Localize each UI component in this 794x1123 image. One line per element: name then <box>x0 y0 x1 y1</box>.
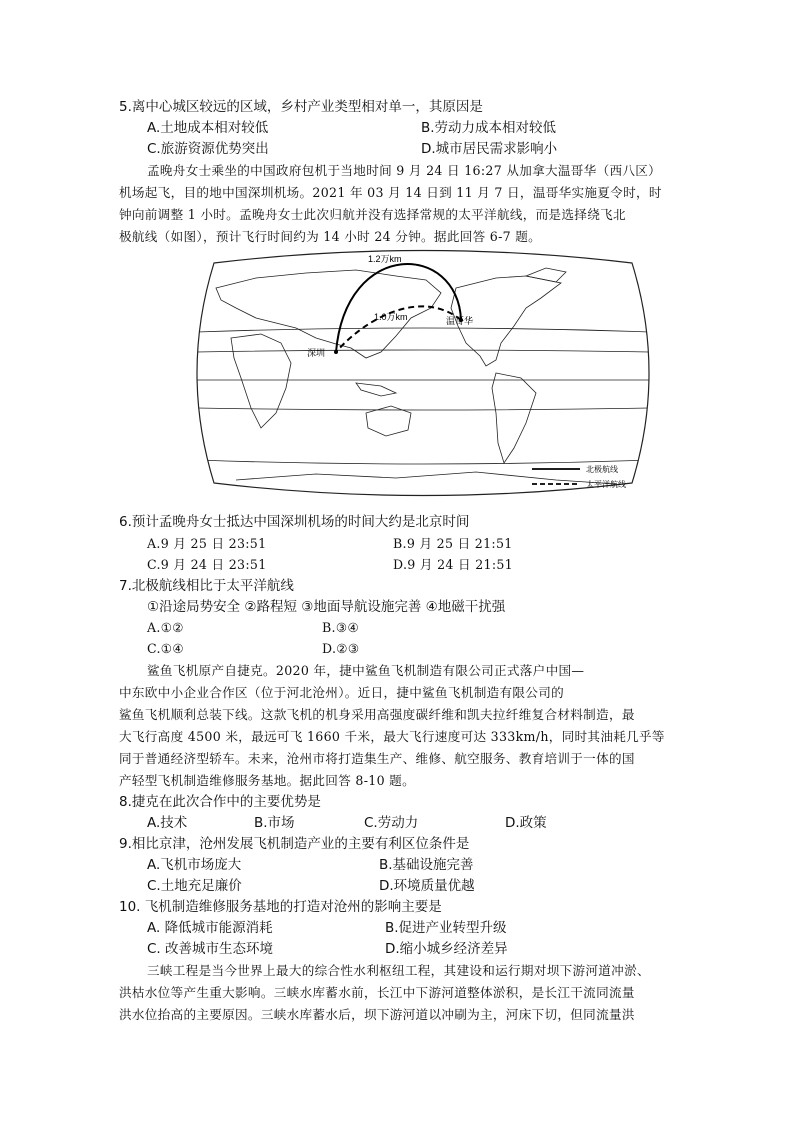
passage1-line-3: 钟向前调整 1 小时。孟晚舟女士此次归航并没有选择常规的太平洋航线，而是选择绕飞北 <box>119 207 626 222</box>
q9-option-b: B.基础设施完善 <box>379 857 474 873</box>
passage3-line-2: 洪枯水位等产生重大影响。三峡水库蓄水前，长江中下游河道整体淤积，是长江干流同流量 <box>119 985 635 1000</box>
q7-option-c: C.①④ <box>147 641 184 656</box>
q10-option-a: A. 降低城市能源消耗 <box>147 920 273 936</box>
q8-option-a: A.技术 <box>147 815 188 831</box>
south-america-shape <box>492 373 536 463</box>
map-legend <box>530 462 650 494</box>
q6-option-b: B.9 月 25 日 21:51 <box>393 536 513 551</box>
q5-option-d: D.城市居民需求影响小 <box>421 141 558 157</box>
passage1-line-2: 机场起飞，目的地中国深圳机场。2021 年 03 月 14 日到 11 月 7 日，温哥华实施夏令时，时 <box>119 185 662 200</box>
q7-option-b: B.③④ <box>322 620 360 635</box>
q10-option-d: D.缩小城乡经济差异 <box>385 941 508 957</box>
q7-stem: 7.北极航线相比于太平洋航线 <box>119 578 294 594</box>
passage2-line-1: 鲨鱼飞机原产自捷克。2020 年，捷中鲨鱼飞机制造有限公司正式落户中国— <box>147 663 585 678</box>
q9-option-d: D.环境质量优越 <box>379 878 475 894</box>
q6-option-c: C.9 月 24 日 23:51 <box>147 557 267 572</box>
tropic-capricorn-line <box>196 408 650 410</box>
north-route-distance-label: 1.2万km <box>368 254 402 264</box>
q9-stem: 9.相比京津，沧州发展飞机制造产业的主要有利区位条件是 <box>119 836 470 852</box>
q7-option-d: D.②③ <box>322 641 360 656</box>
q5-option-b: B.劳动力成本相对较低 <box>421 120 557 136</box>
passage1-line-4: 极航线（如图），预计飞行时间约为 14 小时 24 分钟。据此回答 6-7 题。 <box>119 229 542 244</box>
legend-north-label: 北极航线 <box>586 465 618 474</box>
q5-stem: 5.离中心城区较远的区域，乡村产业类型相对单一，其原因是 <box>119 99 483 115</box>
pacific-route-distance-label: 1.0万km <box>374 312 408 322</box>
q8-option-b: B.市场 <box>254 815 295 831</box>
tropic-cancer-line <box>196 350 650 352</box>
passage2-line-5: 同于普通经济型轿车。未来，沧州市将打造集生产、维修、航空服务、教育培训于一体的国 <box>119 751 635 766</box>
arctic-circle-line <box>196 328 650 332</box>
q10-option-c: C. 改善城市生态环境 <box>147 941 274 957</box>
q10-stem: 10. 飞机制造维修服务基地的打造对沧州的影响主要是 <box>119 899 442 915</box>
q10-option-b: B.促进产业转型升级 <box>385 920 507 936</box>
q9-option-a: A.飞机市场庞大 <box>147 857 242 873</box>
q5-option-c: C.旅游资源优势突出 <box>147 141 269 157</box>
q6-option-a: A.9 月 25 日 23:51 <box>147 536 267 551</box>
passage3-line-1: 三峡工程是当今世界上最大的综合性水利枢纽工程，其建设和运行期对坝下游河道冲淤、 <box>147 963 650 978</box>
passage2-line-4: 大飞行高度 4500 米，最远可飞 1660 千米，最大飞行速度可达 333km/h，同时其油耗几乎等 <box>119 729 665 744</box>
q5-option-a: A.土地成本相对较低 <box>147 120 269 136</box>
world-map-figure <box>196 248 650 498</box>
q7-statements: ①沿途局势安全 ②路程短 ③地面导航设施完善 ④地磁干扰强 <box>147 599 506 615</box>
q6-stem: 6.预计孟晚舟女士抵达中国深圳机场的时间大约是北京时间 <box>119 514 470 530</box>
australia-shape <box>366 406 411 436</box>
vancouver-label: 温哥华 <box>446 316 474 326</box>
q7-option-a: A.①② <box>147 620 184 635</box>
q8-option-d: D.政策 <box>505 815 547 831</box>
q6-option-d: D.9 月 24 日 21:51 <box>393 557 513 572</box>
q9-option-c: C.土地充足廉价 <box>147 878 242 894</box>
passage2-line-2: 中东欧中小企业合作区（位于河北沧州）。近日，捷中鲨鱼飞机制造有限公司的 <box>119 685 564 700</box>
passage3-line-3: 洪水位抬高的主要原因。三峡水库蓄水后，坝下游河道以冲刷为主，河床下切，但同流量洪 <box>119 1007 635 1022</box>
africa-shape <box>231 334 291 428</box>
passage2-line-6: 产轻型飞机制造维修服务基地。据此回答 8-10 题。 <box>119 773 415 788</box>
map-outline <box>197 251 649 496</box>
north-pole-route <box>336 264 461 352</box>
passage2-line-3: 鲨鱼飞机顺利总装下线。这款飞机的机身采用高强度碳纤维和凯夫拉纤维复合材料制造，最 <box>119 707 635 722</box>
shenzhen-label: 深圳 <box>307 348 326 358</box>
passage1-line-1: 孟晚舟女士乘坐的中国政府包机于当地时间 9 月 24 日 16:27 从加拿大温哥华（西八区） <box>147 163 662 178</box>
q8-option-c: C.劳动力 <box>364 815 419 831</box>
q8-stem: 8.捷克在此次合作中的主要优势是 <box>119 794 321 810</box>
legend-pacific-label: 太平洋航线 <box>586 480 626 489</box>
